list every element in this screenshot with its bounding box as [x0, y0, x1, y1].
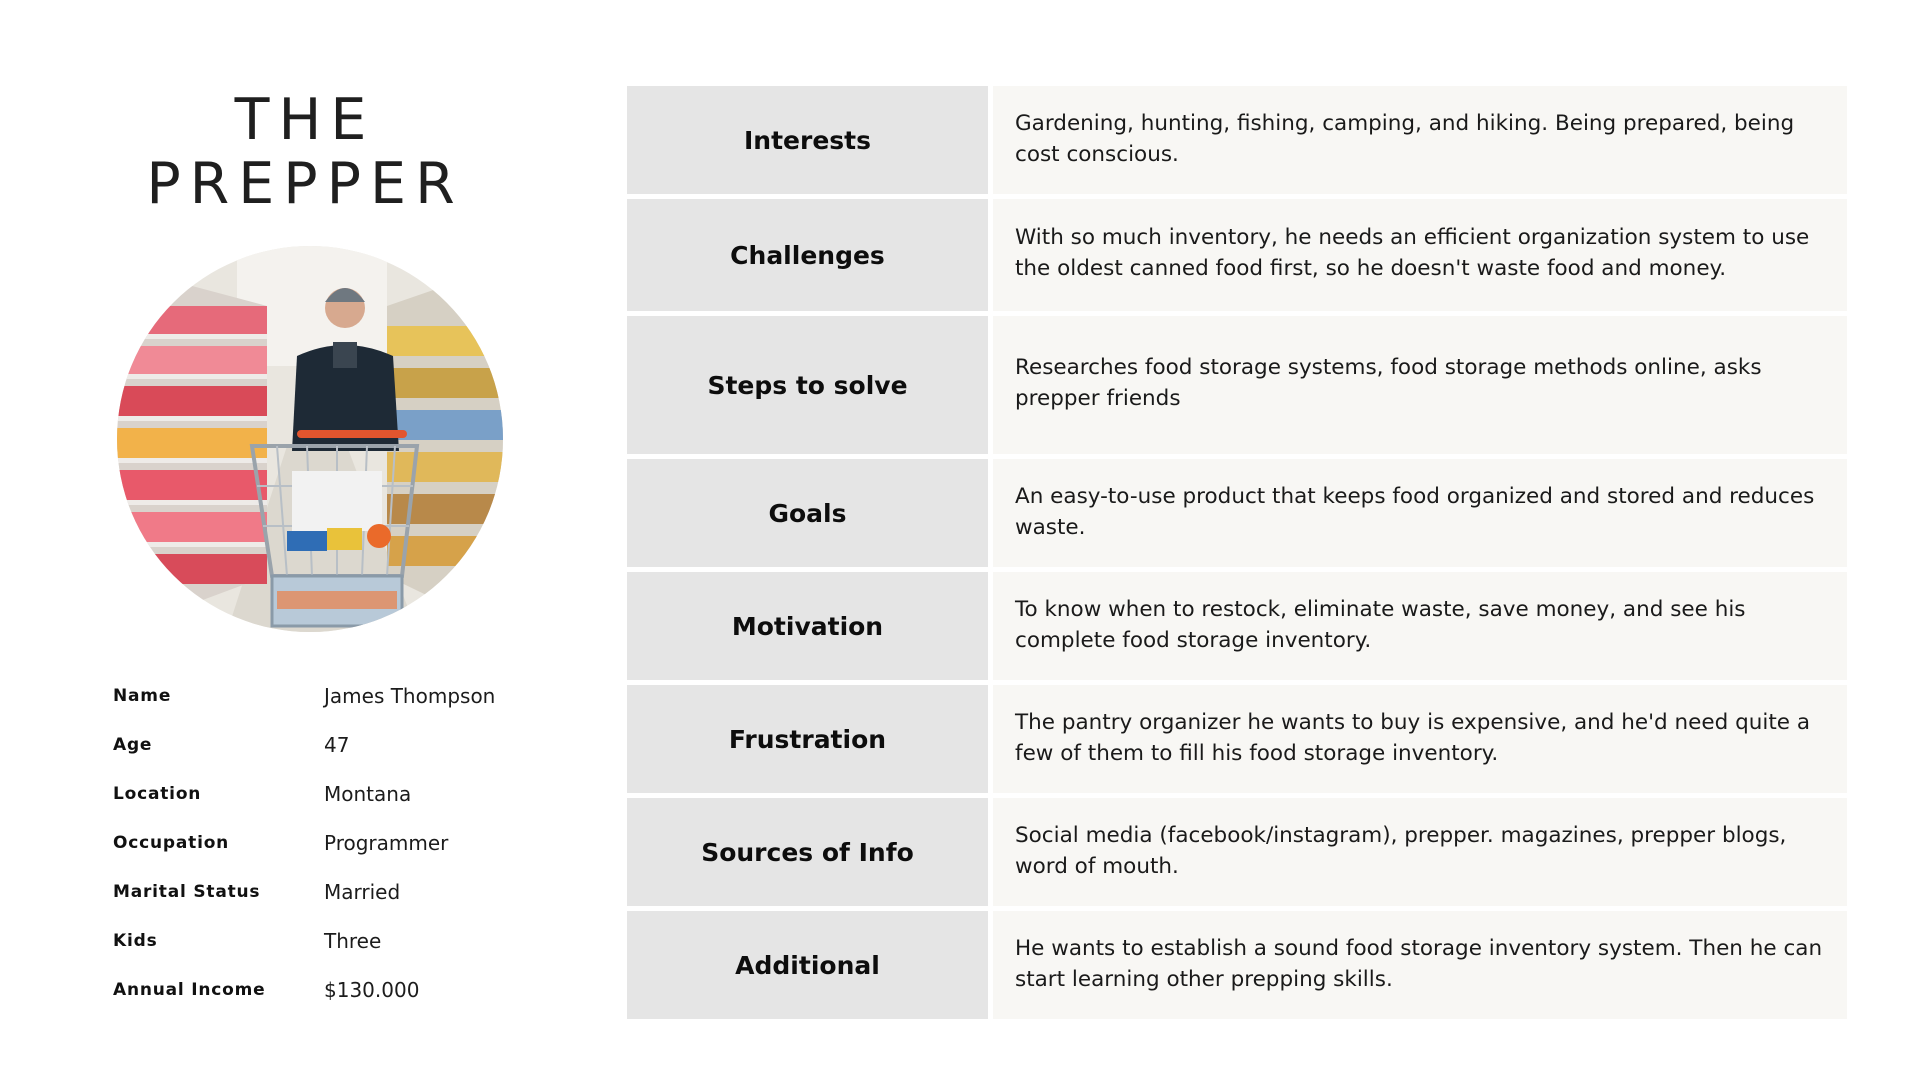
profile-value: 47	[324, 733, 350, 757]
row-label: Frustration	[627, 685, 988, 793]
row-value: Gardening, hunting, fishing, camping, and hiking. Being prepared, being cost conscious.	[993, 86, 1847, 194]
row-label: Sources of Info	[627, 798, 988, 906]
profile-value: James Thompson	[324, 684, 496, 708]
row-label: Motivation	[627, 572, 988, 680]
table-row-challenges	[627, 199, 1847, 311]
table-row-sources-of-info	[627, 798, 1847, 906]
profile-info	[113, 680, 533, 1023]
profile-label: Marital Status	[113, 882, 261, 902]
table-row-goals	[627, 459, 1847, 567]
persona-details-table	[627, 86, 1847, 1024]
row-label: Goals	[627, 459, 988, 567]
profile-value: Montana	[324, 782, 412, 806]
row-label: Additional	[627, 911, 988, 1019]
row-value: An easy-to-use product that keeps food organized and stored and reduces waste.	[993, 459, 1847, 567]
profile-value: Three	[324, 929, 382, 953]
profile-row-name	[113, 680, 533, 729]
profile-label: Annual Income	[113, 980, 266, 1000]
profile-row-occupation	[113, 827, 533, 876]
table-row-interests	[627, 86, 1847, 194]
profile-label: Name	[113, 686, 172, 706]
row-label: Challenges	[627, 199, 988, 311]
profile-value: $130.000	[324, 978, 420, 1002]
shopper-photo-icon	[117, 246, 503, 632]
profile-label: Location	[113, 784, 202, 804]
row-value: With so much inventory, he needs an efficient organization system to use the oldest canned food first, so he doesn't waste food and money.	[993, 199, 1847, 311]
profile-label: Occupation	[113, 833, 230, 853]
title-line-1: THE	[234, 87, 376, 153]
profile-row-location	[113, 778, 533, 827]
profile-value: Programmer	[324, 831, 449, 855]
table-row-steps-to-solve	[627, 316, 1847, 454]
row-value: Researches food storage systems, food storage methods online, asks prepper friends	[993, 316, 1847, 454]
profile-row-kids	[113, 925, 533, 974]
persona-title	[80, 88, 530, 216]
profile-value: Married	[324, 880, 401, 904]
profile-label: Age	[113, 735, 153, 755]
profile-row-age	[113, 729, 533, 778]
profile-label: Kids	[113, 931, 158, 951]
row-value: To know when to restock, eliminate waste, save money, and see his complete food storage inventory.	[993, 572, 1847, 680]
profile-row-annual-income	[113, 974, 533, 1023]
row-label: Interests	[627, 86, 988, 194]
title-line-2: PREPPER	[146, 151, 464, 217]
row-label: Steps to solve	[627, 316, 988, 454]
row-value: Social media (facebook/instagram), prepper. magazines, prepper blogs, word of mouth.	[993, 798, 1847, 906]
persona-photo	[117, 246, 503, 632]
row-value: The pantry organizer he wants to buy is expensive, and he'd need quite a few of them to fill his food storage inventory.	[993, 685, 1847, 793]
table-row-frustration	[627, 685, 1847, 793]
profile-row-marital-status	[113, 876, 533, 925]
table-row-additional	[627, 911, 1847, 1019]
table-row-motivation	[627, 572, 1847, 680]
row-value: He wants to establish a sound food storage inventory system. Then he can start learning other prepping skills.	[993, 911, 1847, 1019]
